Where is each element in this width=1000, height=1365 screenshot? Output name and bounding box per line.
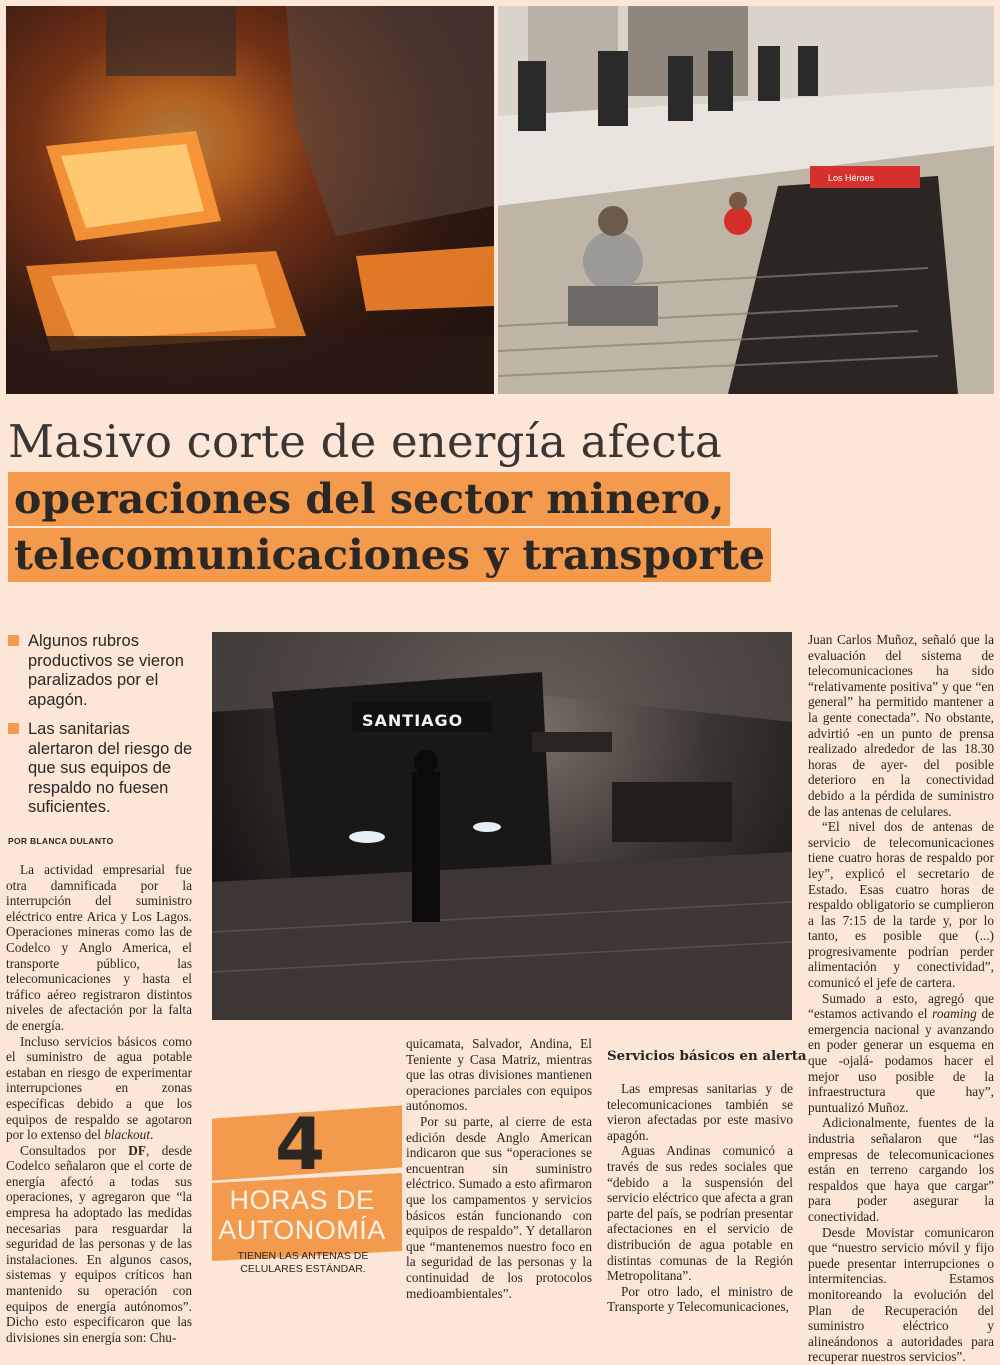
fact-caption: TIENEN LAS ANTENAS DE CELULARES ESTÁNDAR. [237,1250,369,1275]
metro-station-photo [498,6,994,394]
bullet-square-icon [8,635,19,646]
paragraph: Las empresas sanitarias y de telecomunicaciones también se vieron afectadas por este masivo apagón. [607,1081,793,1143]
fact-number: 4 [274,1102,326,1186]
headline-line3: telecomunicaciones y transporte [8,528,771,582]
metro-sign-label: Los Héroes [828,173,875,183]
paragraph: Por su parte, al cierre de esta edición desde Anglo American indicaron que sus “operaciones se encuentran sin suministro eléctrico. Sumado a esto afirmaron que los campamentos y servicios básicos están funcionando con equipos de respaldo”. Y detallaron que “mantenemos nuestro foco en la seguridad de las personas y la continuidad de los protocolos medioambientales”. [406,1113,592,1301]
paragraph: Por otro lado, el ministro de Transporte y Telecomunicaciones, [607,1283,793,1315]
paragraph: Desde Movistar comunicaron que “nuestro servicio móvil y fijo puede presentar interrupciones o intermitencias. Estamos monitoreando la evolución del Plan de Recuperación del suministro eléctrico y alineándonos a autoridades para recuperar nuestros servicios”. [808,1224,994,1365]
fact-label-line1: HORAS DE [229,1185,375,1215]
summary-bullet [8,720,194,818]
article-column-2 [406,1036,592,1301]
paragraph: “El nivel dos de antenas de servicio de telecomunicaciones tiene cuatro horas de respaldo por ley”, explicó el secretario de Estado. Esas cuatro horas de respaldo obligatorio se cumplieron a las 7:15 de la tarde y, por lo tanto, es posible que (...) progresivamente podrían perder alimentación y conectividad”, comunicó el jefe de cartera. [808,819,994,991]
bus-sign-label: SANTIAGO [362,711,464,730]
bus-terminal-photo [212,632,792,1020]
paragraph: Sumado a esto, agregó que “estamos activando el roaming de emergencia nacional y avanzando en poder generar un esquema en que -ojalá- podamos hacer el mejor uso posible de la infraestructura que hay”, puntualizó Muñoz. [808,990,995,1115]
headline-line2: operaciones del sector minero, [8,472,730,526]
paragraph: Juan Carlos Muñoz, señaló que la evaluación del sistema de telecomunicaciones ha sido “relativamente positiva” y que “en general” ha permitido mantener a la gente conectada”. No obstante, advirtió -en un punto de prensa realizado alrededor de las 18.30 horas de ayer- del posible deterioro en la conectividad debido a la pérdida de suministro de las antenas de celulares. [808,632,994,819]
bullet-square-icon [8,723,19,734]
byline: POR BLANCA DULANTO [8,836,114,846]
paragraph: Incluso servicios básicos como el suministro de agua potable estaban en riesgo de experimentar interrupciones en zonas específicas debido a que los equipos de respaldo se agotaron por lo extenso del blackout. [6,1033,192,1143]
paragraph: quicamata, Salvador, Andina, El Teniente y Casa Matriz, mientras que las otras divisiones mantienen operaciones parciales con equipos autónomos. [406,1036,592,1114]
bullet-text: Las sanitarias alertaron del riesgo de que sus equipos de respaldo no fuesen suficientes. [28,720,193,816]
summary-bullets [8,632,194,828]
article-column-4 [808,632,994,1365]
paragraph: La actividad empresarial fue otra damnificada por la interrupción del suministro eléctrico entre Arica y Los Lagos. Operaciones mineras como las de Codelco y Anglo America, el transporte público, las telecomunicaciones y hasta el tráfico aéreo registraron distintos niveles de afectación por la falta de energía. [6,862,192,1033]
mining-photo [6,6,494,394]
headline-line1: Masivo corte de energía afecta [8,415,723,468]
headline [8,414,798,582]
paragraph: Aguas Andinas comunicó a través de sus redes sociales que “debido a la suspensión del servicio eléctrico que afecta a gran parte del país, se podrían presentar afectaciones en el servicio de distribución de agua potable en distintas comunas de la Región Metropolitana”. [607,1143,793,1284]
fact-box [212,1098,404,1298]
article-column-3 [607,1081,793,1315]
paragraph: Consultados por DF, desde Codelco señalaron que el corte de energía afectó a todas sus operaciones, y agregaron que “la empresa ha adoptado las medidas necesarias para resguardar la seguridad de las personas y de las instalaciones. En algunos casos, sistemas y equipos críticos han mantenido su operación con equipos de energía autónomos”. Dicho esto especificaron que las divisiones sin energía son: Chu- [6,1142,192,1345]
article-column-1 [6,862,192,1345]
fact-label-line2: AUTONOMÍA [218,1215,386,1245]
section-subhead: Servicios básicos en alerta [607,1048,807,1064]
bullet-text: Algunos rubros productivos se vieron paralizados por el apagón. [28,632,184,709]
paragraph: Adicionalmente, fuentes de la industria señalaron que “las empresas de telecomunicaciones están en terreno cargando los respaldos que haya que cargar” para poder asegurar la conectividad. [808,1115,994,1224]
summary-bullet [8,632,194,710]
